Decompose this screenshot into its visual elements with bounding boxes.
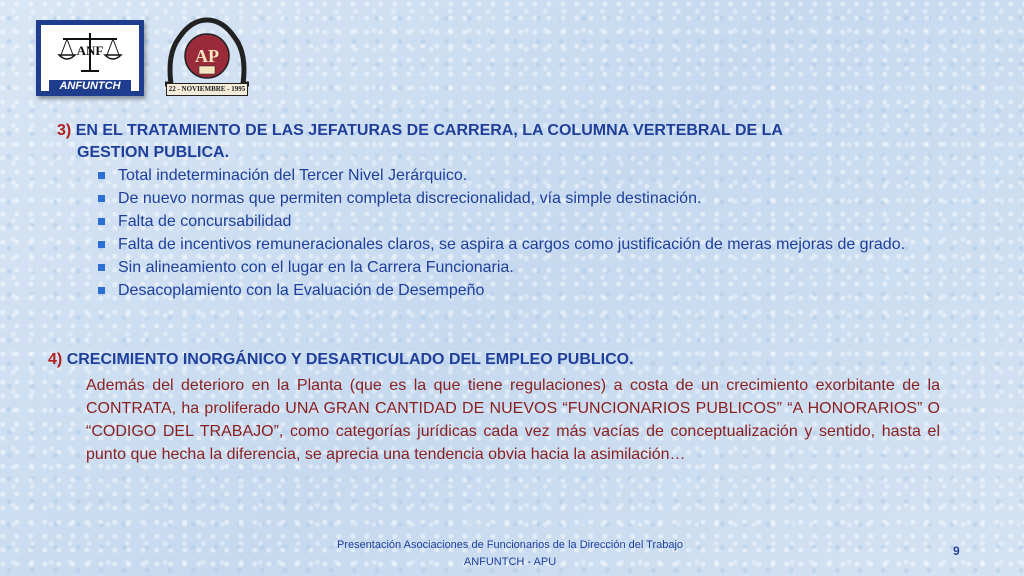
footer-line-1: Presentación Asociaciones de Funcionarios de la Dirección del Trabajo [336, 539, 684, 551]
section-3-heading [57, 120, 957, 142]
bullet-item [98, 187, 940, 210]
bullet-text: Falta de incentivos remuneracionales claros, se aspira a cargos como justificación de meras mejoras de grado. [118, 236, 906, 253]
square-bullet-icon [98, 218, 105, 225]
bullet-item [98, 210, 940, 233]
square-bullet-icon [98, 172, 105, 179]
svg-text:ANF: ANF [76, 43, 104, 58]
section-3-title-line2: GESTION PUBLICA. [77, 144, 230, 161]
section-4-title: CRECIMIENTO INORGÁNICO Y DESARTICULADO DEL EMPLEO PUBLICO. [66, 351, 634, 368]
anfuntch-logo-label: ANFUNTCH [49, 80, 131, 92]
page-number: 9 [953, 544, 960, 558]
square-bullet-icon [98, 264, 105, 271]
apu-logo-date: 22 - NOVIEMBRE - 1995 [166, 83, 248, 96]
bullet-text: Total indeterminación del Tercer Nivel Jerárquico. [118, 167, 468, 184]
square-bullet-icon [98, 241, 105, 248]
square-bullet-icon [98, 195, 105, 202]
bullet-text: Falta de concursabilidad [118, 213, 292, 230]
bullet-item [98, 164, 940, 187]
section-3-title-line1: EN EL TRATAMIENTO DE LAS JEFATURAS DE CARRERA, LA COLUMNA VERTEBRAL DE LA [75, 122, 783, 139]
bullet-text: De nuevo normas que permiten completa discrecionalidad, vía simple destinación. [118, 190, 702, 207]
section-3-bullet-list [98, 164, 940, 302]
section-4-paragraph: Además del deterioro en la Planta (que es la que tiene regulaciones) a costa de un crecimiento exorbitante de la CONTRATA, ha proliferado UNA GRAN CANTIDAD DE NUEVOS “FUNCIONARIOS PUBLICOS” “A HONORARIOS” O “CODIGO DEL TRABAJO”, como categorías jurídicas cada vez más vacías de conceptualización y sentido, hasta el punto que hecha la diferencia, se aprecia una tendencia obvia hacia la asimilación… [86, 377, 940, 463]
bullet-item [98, 233, 940, 256]
section-3-number: 3) [57, 122, 72, 139]
bullet-text: Desacoplamiento con la Evaluación de Desempeño [118, 282, 485, 299]
bullet-text: Sin alineamiento con el lugar en la Carrera Funcionaria. [118, 259, 514, 276]
bullet-item [98, 256, 940, 279]
footer [300, 537, 720, 571]
section-4-heading [48, 349, 948, 371]
svg-text:AP: AP [195, 46, 219, 66]
square-bullet-icon [98, 287, 105, 294]
footer-line-2: ANFUNTCH - APU [463, 556, 557, 568]
apu-logo [157, 14, 257, 98]
anfuntch-logo [36, 20, 144, 96]
section-3-heading-cont [77, 142, 677, 164]
section-4-number: 4) [48, 351, 63, 368]
bullet-item [98, 279, 940, 302]
